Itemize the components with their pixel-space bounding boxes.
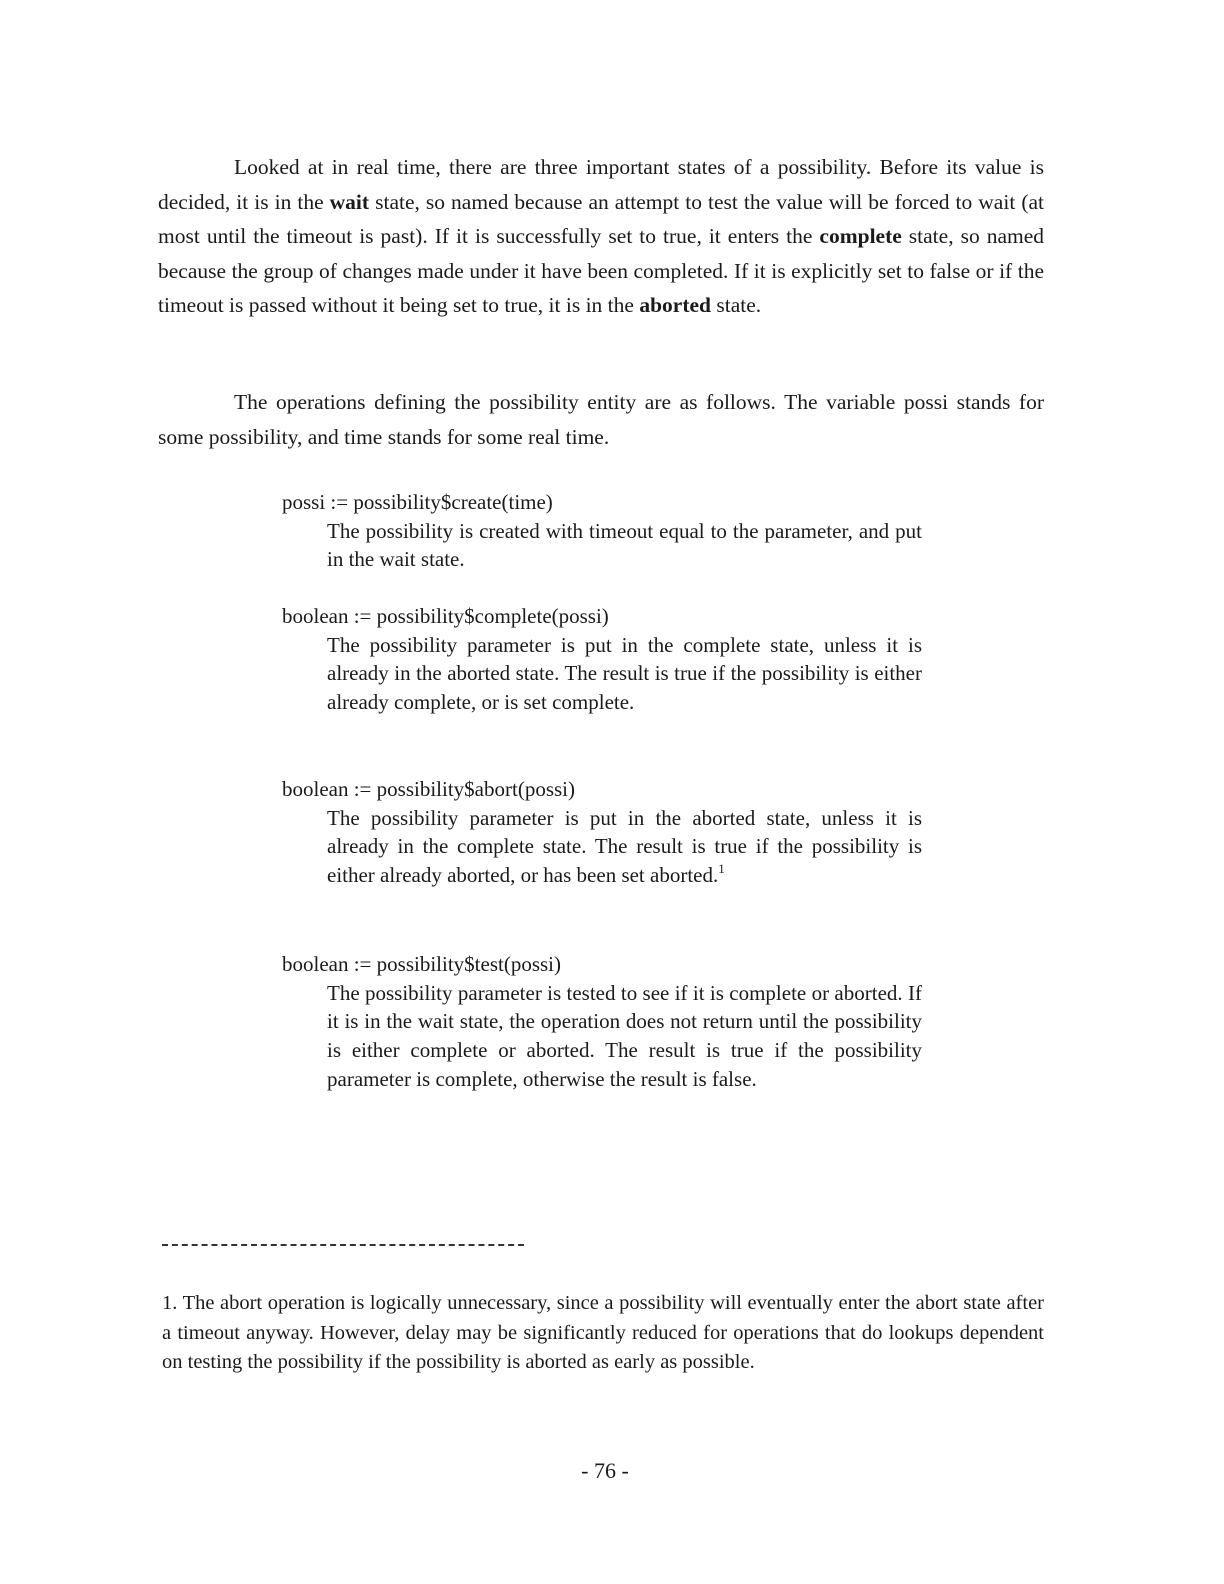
paragraph-text: state, so named because an attempt to test the value will be forced to wait (at most until the timeout is past). If it is successfully set to true, it enters the (158, 189, 1044, 248)
operation-create (282, 488, 922, 574)
operation-signature: boolean := possibility$abort(possi) (282, 777, 575, 801)
operation-description: The possibility is created with timeout equal to the parameter, and put in the wait state. (327, 518, 922, 572)
operation-description-wrap (327, 804, 922, 890)
footnote-marker: 1 (718, 861, 725, 877)
paragraph-text: state, so named because the group of changes made under it have been completed. If it is explicitly set to false or if the timeout is passed without it being set to true, it is in the (158, 224, 1045, 317)
paragraph-states (158, 150, 1044, 323)
operation-signature: possi := possibility$create(time) (282, 490, 553, 514)
term-aborted: aborted (639, 293, 711, 317)
page-number: - 76 - (581, 1458, 629, 1483)
paragraph-text: The operations defining the possibility entity are as follows. The variable possi stands for some possibility, and time stands for some real time. (158, 390, 1044, 449)
operation-description: The possibility parameter is put in the aborted state, unless it is already in the complete state. The result is true if the possibility is either already aborted, or has been set aborted. (327, 805, 922, 888)
operation-description: The possibility parameter is put in the complete state, unless it is already in the aborted state. The result is true if the possibility is either already complete, or is set complete. (327, 632, 922, 715)
paragraph-text: Looked at in real time, there are three important states of a possibility. Before its value is decided, it is in the (158, 155, 1044, 214)
operation-signature: boolean := possibility$test(possi) (282, 952, 561, 976)
paragraph-text: state. (711, 293, 762, 317)
operation-abort (282, 775, 922, 890)
operation-complete (282, 602, 922, 717)
paragraph-operations-intro (158, 385, 1044, 454)
operation-test (282, 950, 922, 1094)
term-wait: wait (329, 189, 370, 214)
operation-signature: boolean := possibility$complete(possi) (282, 604, 609, 628)
operation-description: The possibility parameter is tested to see if it is complete or aborted. If it is in the wait state, the operation does not return until the possibility is either complete or aborted. The result is true if the possibility parameter is complete, otherwise the result is false. (327, 980, 922, 1091)
footnote: 1. The abort operation is logically unnecessary, since a possibility will eventually enter the abort state after a timeout anyway. However, delay may be significantly reduced for operations that do lookups dependent on testing the possibility if the possibility is aborted as early as possible. (162, 1292, 1044, 1373)
term-complete: complete (819, 224, 902, 248)
footnote-separator (162, 1244, 524, 1246)
